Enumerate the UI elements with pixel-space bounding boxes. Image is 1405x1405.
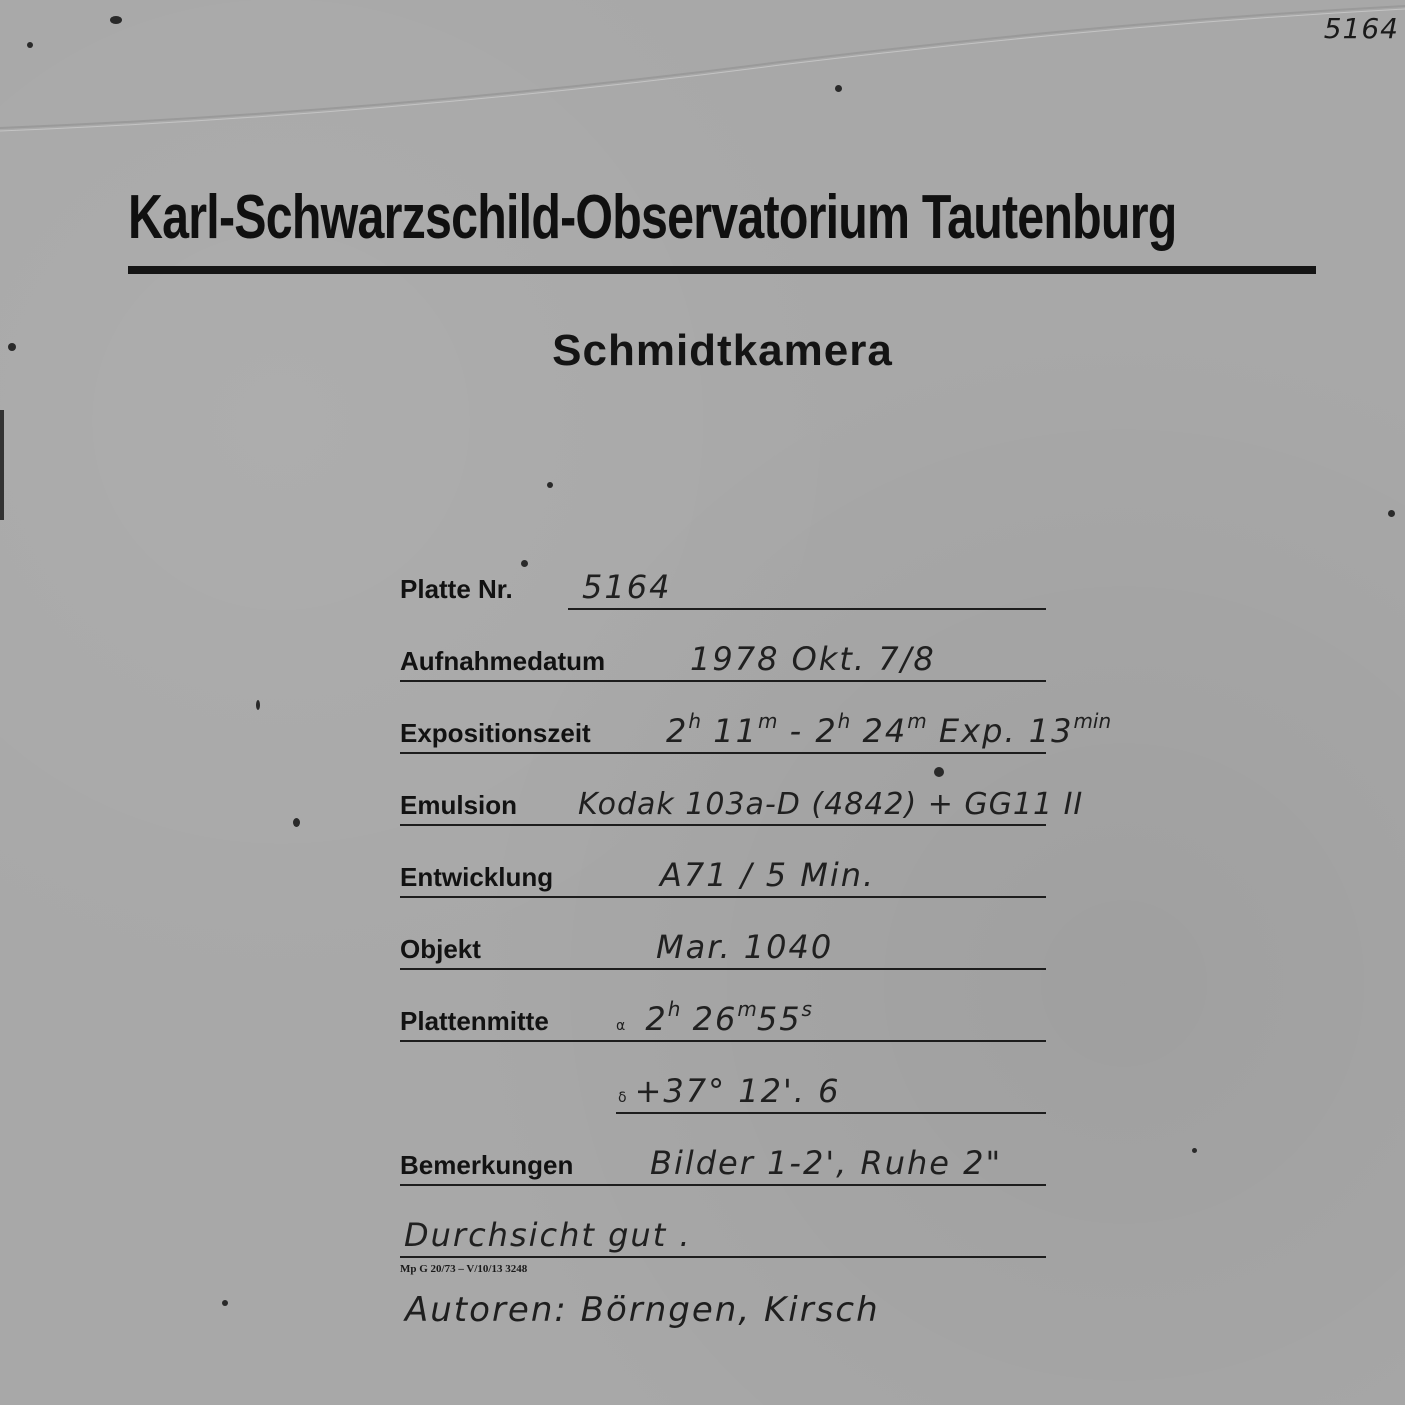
paper-speck bbox=[1388, 510, 1395, 517]
exp-start-hours: 2 bbox=[666, 712, 689, 750]
left-edge-mark bbox=[0, 410, 4, 520]
unit-seconds: s bbox=[801, 997, 812, 1021]
fill-line bbox=[568, 608, 1046, 610]
unit-min: min bbox=[1073, 709, 1112, 733]
paper-speck bbox=[835, 85, 842, 92]
exp-start-minutes: 11 bbox=[713, 712, 758, 750]
label-exposure-time: Expositionszeit bbox=[400, 718, 591, 748]
unit-minutes: m bbox=[737, 997, 757, 1021]
exp-end-minutes: 24 bbox=[862, 712, 908, 750]
paper-speck bbox=[256, 700, 260, 710]
value-development: A71 / 5 Min. bbox=[660, 856, 876, 894]
fill-line bbox=[400, 896, 1046, 898]
dec-value: +37° 12'. 6 bbox=[634, 1072, 841, 1110]
label-emulsion: Emulsion bbox=[400, 790, 518, 820]
label-exposure-date: Aufnahmedatum bbox=[400, 646, 606, 676]
exp-dash: - bbox=[789, 712, 804, 750]
fill-line bbox=[400, 752, 1046, 754]
paper-speck bbox=[1192, 1148, 1197, 1153]
paper-speck bbox=[27, 42, 33, 48]
instrument-subtitle: Schmidtkamera bbox=[552, 326, 893, 375]
unit-minutes: m bbox=[757, 709, 778, 733]
fill-line bbox=[400, 968, 1046, 970]
paper-speck bbox=[547, 482, 553, 488]
unit-minutes: m bbox=[907, 709, 927, 733]
authors-note: Autoren: Börngen, Kirsch bbox=[405, 1290, 880, 1330]
delta-symbol: δ bbox=[618, 1090, 629, 1106]
fill-line bbox=[400, 1256, 1046, 1258]
row-plate-center bbox=[400, 998, 1046, 1042]
paper-speck bbox=[110, 16, 122, 24]
exp-label: Exp. bbox=[938, 712, 1017, 750]
exp-duration: 13 bbox=[1028, 712, 1074, 750]
row-plate-number bbox=[400, 566, 1046, 610]
fill-line bbox=[400, 824, 1046, 826]
unit-hours: h bbox=[837, 709, 851, 733]
title-underline bbox=[128, 266, 1316, 274]
fill-line bbox=[400, 1040, 1046, 1042]
archive-number: 5164 bbox=[1323, 12, 1399, 45]
ra-seconds: 55 bbox=[756, 1000, 802, 1038]
paper-speck bbox=[222, 1300, 228, 1306]
value-remarks-line1: Bilder 1-2', Ruhe 2" bbox=[650, 1144, 1003, 1182]
institution-title: Karl-Schwarzschild-Observatorium Tautenburg bbox=[128, 183, 1177, 252]
label-development: Entwicklung bbox=[400, 862, 554, 892]
row-remarks-continued bbox=[400, 1214, 1046, 1258]
paper-speck bbox=[934, 767, 944, 777]
label-remarks: Bemerkungen bbox=[400, 1150, 574, 1180]
label-plate-number: Platte Nr. bbox=[400, 574, 513, 604]
row-emulsion bbox=[400, 782, 1084, 826]
label-plate-center: Plattenmitte bbox=[400, 1006, 549, 1036]
print-code: Mp G 20/73 – V/10/13 3248 bbox=[400, 1263, 528, 1275]
value-object: Mar. 1040 bbox=[656, 928, 834, 966]
paper-speck bbox=[293, 818, 300, 827]
value-emulsion: Kodak 103a-D (4842) + GG11 II bbox=[578, 787, 1084, 822]
fill-line bbox=[400, 680, 1046, 682]
value-right-ascension bbox=[616, 997, 812, 1038]
value-exposure-date: 1978 Okt. 7/8 bbox=[690, 640, 936, 678]
value-exposure-time bbox=[666, 709, 1111, 750]
row-remarks bbox=[400, 1142, 1046, 1186]
row-exposure-time bbox=[400, 709, 1112, 754]
ra-minutes: 26 bbox=[692, 1000, 738, 1038]
value-declination bbox=[618, 1072, 841, 1110]
fill-line bbox=[400, 1184, 1046, 1186]
row-declination bbox=[616, 1070, 1046, 1114]
row-development bbox=[400, 854, 1046, 898]
paper-crease bbox=[0, 0, 1405, 160]
exp-end-hours: 2 bbox=[815, 712, 838, 750]
value-plate-number: 5164 bbox=[582, 568, 672, 606]
unit-hours: h bbox=[667, 997, 681, 1021]
row-exposure-date bbox=[400, 638, 1046, 682]
unit-hours: h bbox=[688, 709, 702, 733]
alpha-symbol: α bbox=[616, 1018, 628, 1034]
row-object bbox=[400, 926, 1046, 970]
fill-line bbox=[616, 1112, 1046, 1114]
value-remarks-line2: Durchsicht gut . bbox=[404, 1216, 692, 1254]
label-object: Objekt bbox=[400, 934, 481, 964]
ra-hours: 2 bbox=[645, 1000, 668, 1038]
